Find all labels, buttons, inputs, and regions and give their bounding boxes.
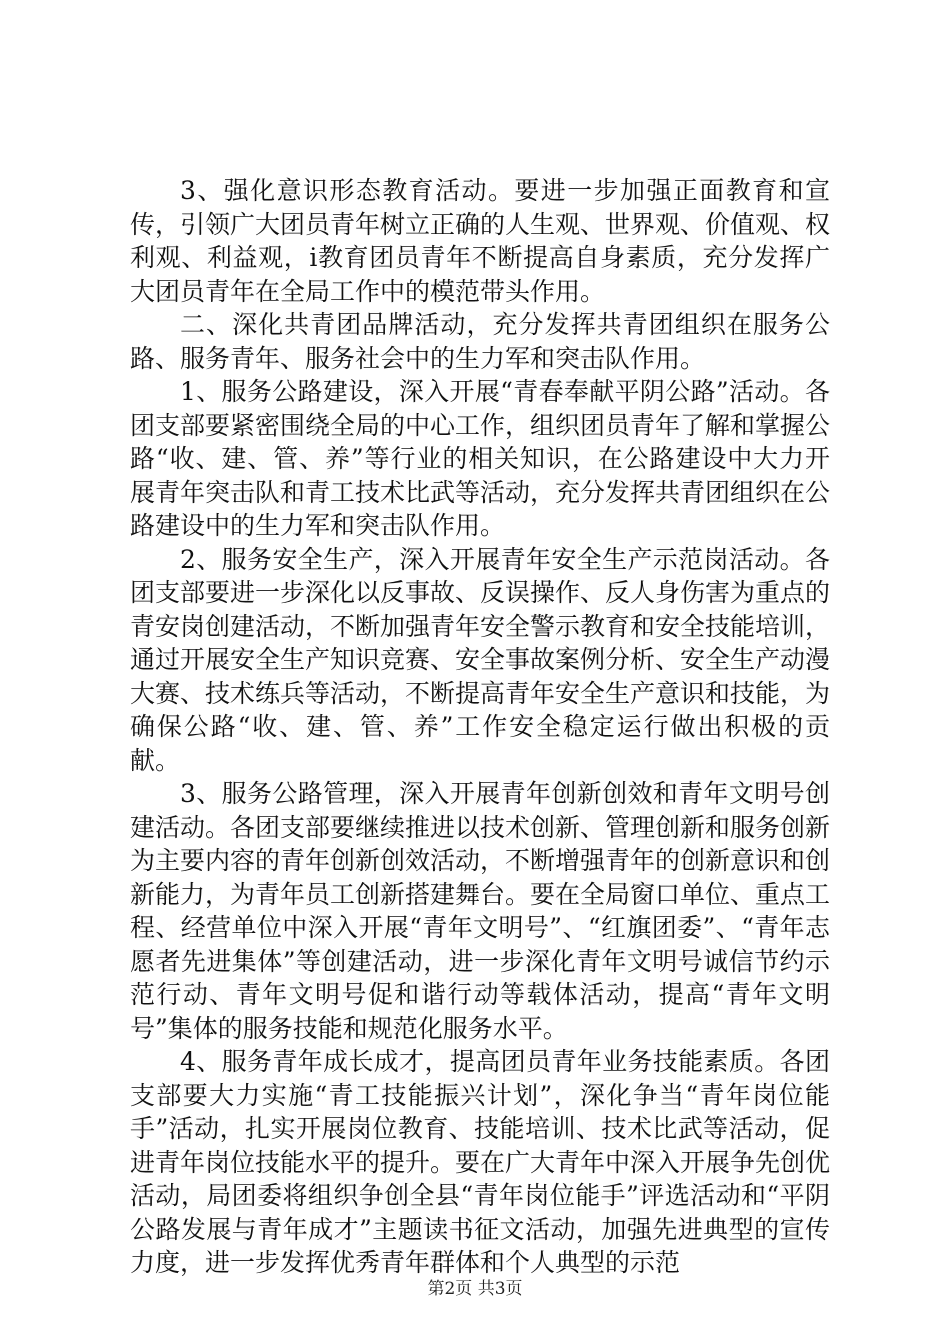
section-heading-brand-activities: 二、深化共青团品牌活动，充分发挥共青团组织在服务公路、服务青年、服务社会中的生力军和突击队作用。 bbox=[130, 310, 830, 373]
paragraph-ideology-education: 3、强化意识形态教育活动。要进一步加强正面教育和宣传，引领广大团员青年树立正确的人生观、世界观、价值观、权利观、利益观，i教育团员青年不断提高自身素质，充分发挥广大团员青年在全局工作中的模范带头作用。 bbox=[130, 176, 831, 306]
paragraph-road-management: 3、服务公路管理，深入开展青年创新创效和青年文明号创建活动。各团支部要继续推进以技术创新、管理创新和服务创新为主要内容的青年创新创效活动，不断增强青年的创新意识和创新能力，为青年员工创新搭建舞台。要在全局窗口单位、重点工程、经营单位中深入开展“青年文明号”、“红旗团委”、“青年志愿者先进集体”等创建活动，进一步深化青年文明号诚信节约示范行动、青年文明号促和谐行动等载体活动，提高“青年文明号”集体的服务技能和规范化服务水平。 bbox=[130, 779, 831, 1043]
paragraph-safety-production: 2、服务安全生产，深入开展青年安全生产示范岗活动。各团支部要进一步深化以反事故、反误操作、反人身伤害为重点的青安岗创建活动，不断加强青年安全警示教育和安全技能培训，通过开展安全生产知识竞赛、安全事故案例分析、安全生产动漫大赛、技术练兵等活动，不断提高青年安全生产意识和技能，为确保公路“收、建、管、养”工作安全稳定运行做出积极的贡献。 bbox=[130, 544, 831, 775]
page-footer: 第2页 共3页 bbox=[427, 1279, 523, 1299]
document-body bbox=[130, 174, 830, 1280]
paragraph-road-construction: 1、服务公路建设，深入开展“青春奉献平阴公路”活动。各团支部要紧密围绕全局的中心工作，组织团员青年了解和掌握公路“收、建、管、养”等行业的相关知识，在公路建设中大力开展青年突击队和青工技术比武等活动，充分发挥共青团组织在公路建设中的生力军和突击队作用。 bbox=[130, 377, 831, 540]
paragraph-youth-growth: 4、服务青年成长成才，提高团员青年业务技能素质。各团支部要大力实施“青工技能振兴计划”，深化争当“青年岗位能手”活动，扎实开展岗位教育、技能培训、技术比武等活动，促进青年岗位技能水平的提升。要在广大青年中深入开展争先创优活动，局团委将组织争创全县“青年岗位能手”评选活动和“平阴公路发展与青年成才”主题读书征文活动，加强先进典型的宣传力度，进一步发挥优秀青年群体和个人典型的示范 bbox=[130, 1047, 831, 1277]
